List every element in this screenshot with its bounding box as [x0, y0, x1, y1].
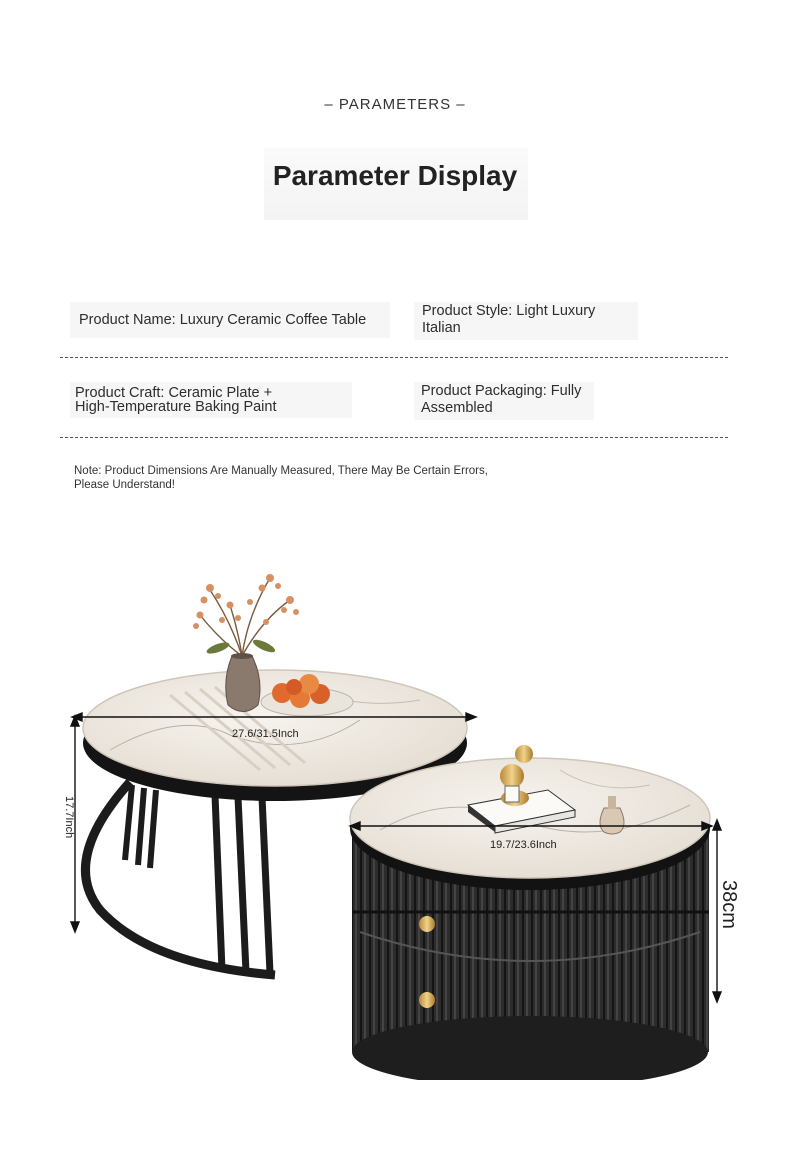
product-style-line2: Italian	[422, 320, 461, 336]
section-eyebrow: – PARAMETERS –	[324, 96, 466, 113]
note-line2: Please Understand!	[74, 479, 176, 491]
product-craft	[75, 386, 277, 414]
product-craft-line2: High-Temperature Baking Paint	[75, 399, 277, 415]
drawer-knob	[419, 992, 435, 1008]
large-height-label: 17.7Inch	[63, 796, 75, 839]
page-title: Parameter Display	[272, 160, 518, 191]
small-diameter-label: 19.7/23.6Inch	[490, 839, 557, 851]
product-name: Product Name: Luxury Ceramic Coffee Table	[79, 312, 367, 328]
measurement-note	[74, 464, 514, 492]
product-packaging-line2: Assembled	[421, 400, 493, 416]
small-height-label: 38cm	[718, 880, 740, 929]
product-style-line1: Product Style: Light Luxury	[422, 303, 596, 319]
row-divider	[60, 357, 728, 358]
row-divider	[60, 437, 728, 438]
large-diameter-label: 27.6/31.5Inch	[232, 728, 299, 740]
product-craft-line1: Product Craft: Ceramic Plate +	[75, 385, 273, 401]
note-line1: Note: Product Dimensions Are Manually Measured, There May Be Certain Errors,	[74, 465, 488, 477]
drawer-knob	[419, 916, 435, 932]
product-style	[422, 303, 595, 337]
product-packaging-line1: Product Packaging: Fully	[421, 383, 582, 399]
coffee-table-illustration	[0, 560, 790, 1080]
product-packaging	[421, 383, 581, 417]
large-table-frame	[85, 782, 275, 975]
